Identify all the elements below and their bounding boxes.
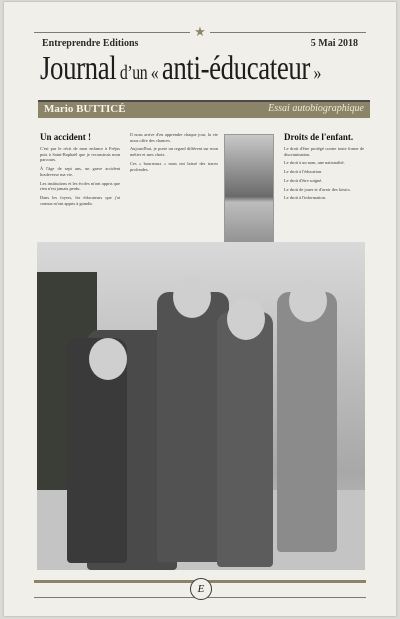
paragraph: Le droit à l'information.: [284, 195, 327, 201]
article-headline: Un accident !: [40, 132, 91, 142]
paragraph: Le droit de jouer et d'avoir des loisirs.: [284, 186, 351, 192]
paragraph: Aujourd'hui, je porte un regard différent sur mon métier et mes choix.: [130, 146, 218, 158]
paragraph: À l'âge de sept ans, un grave accident bouleverse ma vie.: [40, 166, 120, 177]
article-column-1: [40, 132, 120, 209]
paragraph: C'est par le récit de mon enfance à Fréjus puis à Saint-Raphaël que je reconstruis mon parcours.: [40, 146, 120, 163]
title-close: »: [309, 62, 322, 84]
star-icon: ★: [190, 24, 210, 40]
sidebar-column: [284, 132, 364, 204]
paragraph: Les institutions et les écoles m'ont appris que rien n'est jamais perdu.: [40, 180, 120, 192]
issue-date: 5 Mai 2018: [310, 38, 358, 49]
paragraph: Ces « bourreaux » nous ont laissé des traces profondes.: [130, 160, 218, 172]
title-main: Journal: [40, 50, 117, 87]
paragraph: Le droit à l'éducation.: [284, 169, 323, 175]
child-head: [289, 280, 327, 322]
mountain-inset-photo: [224, 134, 274, 248]
child-figure: [277, 292, 337, 552]
publisher-logo: E: [190, 578, 212, 600]
article-column-2: [130, 132, 218, 175]
publisher-name: Entreprendre Editions: [42, 38, 139, 49]
author-name: Mario BUTTICÉ: [44, 103, 126, 115]
paragraph: Le droit d'être soigné.: [284, 177, 323, 183]
paragraph: Le droit à un nom, une nationalité.: [284, 160, 345, 166]
child-head: [227, 298, 265, 340]
title-small: d’un «: [116, 62, 162, 84]
child-head: [89, 338, 127, 380]
children-photo: [37, 242, 365, 570]
paragraph: Dans les foyers, les éducateurs que j'ai connus m'ont appris à grandir.: [40, 194, 120, 206]
subtitle: Essai autobiographique: [268, 103, 364, 114]
paragraph: Le droit d'être protégé contre toute forme de discrimination.: [284, 146, 364, 157]
title-end: anti-éducateur: [161, 50, 310, 87]
book-title: [40, 50, 322, 88]
paragraph: Il nous arrive d'en apprendre chaque jour, la vie nous offre des chances.: [130, 132, 218, 143]
author-ribbon: [38, 100, 370, 118]
sidebar-headline: Droits de l'enfant.: [284, 132, 354, 142]
child-head: [173, 276, 211, 318]
child-figure: [217, 312, 273, 567]
